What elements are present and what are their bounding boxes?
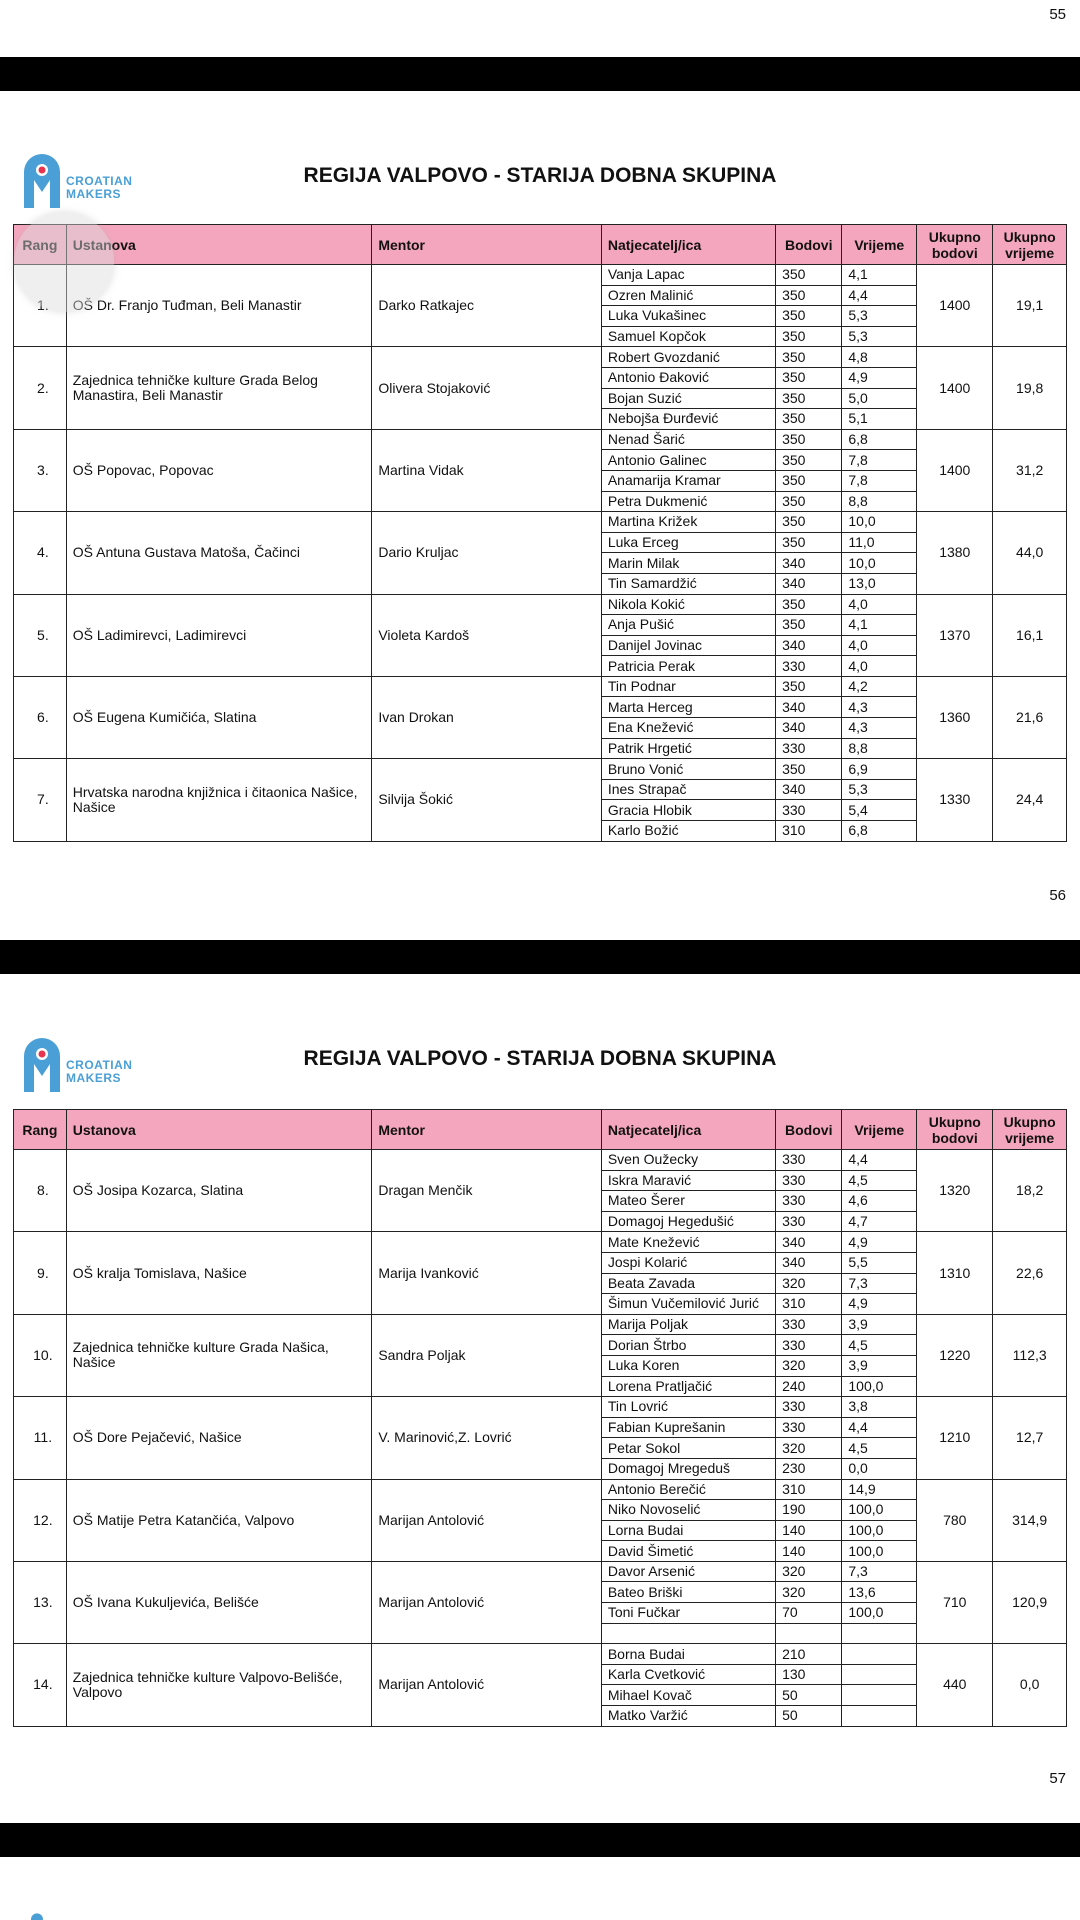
- points-cell: 330: [776, 1170, 842, 1191]
- time-cell: 4,8: [842, 347, 917, 368]
- points-cell: 350: [776, 409, 842, 430]
- institution-cell: OŠ kralja Tomislava, Našice: [66, 1232, 372, 1314]
- time-cell: 5,5: [842, 1252, 917, 1273]
- mentor-cell: Olivera Stojaković: [372, 347, 602, 429]
- time-cell: [842, 1685, 917, 1706]
- table-row: [14, 1150, 1067, 1171]
- column-header-bodovi: Bodovi: [776, 225, 842, 265]
- points-cell: 350: [776, 429, 842, 450]
- table-row: [14, 429, 1067, 450]
- time-cell: 4,9: [842, 1294, 917, 1315]
- institution-cell: OŠ Josipa Kozarca, Slatina: [66, 1150, 372, 1232]
- rank-cell: 12.: [14, 1479, 67, 1561]
- table-row: [14, 347, 1067, 368]
- competitor-name-cell: Ozren Malinić: [601, 285, 775, 306]
- rank-cell: 2.: [14, 347, 67, 429]
- competitor-name-cell: Fabian Kuprešanin: [601, 1417, 775, 1438]
- points-cell: 130: [776, 1664, 842, 1685]
- points-cell: 320: [776, 1582, 842, 1603]
- institution-cell: OŠ Matije Petra Katančića, Valpovo: [66, 1479, 372, 1561]
- table-row: [14, 1314, 1067, 1335]
- total-points-cell: 710: [917, 1561, 993, 1643]
- time-cell: 4,0: [842, 656, 917, 677]
- competitor-name-cell: Martina Križek: [601, 512, 775, 533]
- time-cell: 4,4: [842, 285, 917, 306]
- competitor-name-cell: Antonio Galinec: [601, 450, 775, 471]
- table-row: [14, 265, 1067, 286]
- rank-cell: 6.: [14, 676, 67, 758]
- points-cell: 340: [776, 635, 842, 656]
- time-cell: 5,3: [842, 306, 917, 327]
- time-cell: 8,8: [842, 738, 917, 759]
- competitor-name-cell: Mihael Kovač: [601, 1685, 775, 1706]
- competitor-name-cell: David Šimetić: [601, 1541, 775, 1562]
- time-cell: 10,0: [842, 512, 917, 533]
- time-cell: 5,3: [842, 779, 917, 800]
- mentor-cell: Silvija Šokić: [372, 759, 602, 841]
- competitor-name-cell: Patrik Hrgetić: [601, 738, 775, 759]
- competitor-name-cell: Jospi Kolarić: [601, 1252, 775, 1273]
- competitor-name-cell: Sven Oužecky: [601, 1150, 775, 1171]
- total-time-cell: 120,9: [993, 1561, 1067, 1643]
- time-cell: 14,9: [842, 1479, 917, 1500]
- time-cell: 11,0: [842, 532, 917, 553]
- competitor-name-cell: Petra Dukmenić: [601, 491, 775, 512]
- results-table: [13, 1109, 1067, 1727]
- time-cell: 4,6: [842, 1191, 917, 1212]
- time-cell: 13,6: [842, 1582, 917, 1603]
- competitor-name-cell: Anamarija Kramar: [601, 470, 775, 491]
- points-cell: 50: [776, 1685, 842, 1706]
- competitor-name-cell: Bateo Briški: [601, 1582, 775, 1603]
- total-time-cell: 24,4: [993, 759, 1067, 841]
- points-cell: 350: [776, 285, 842, 306]
- mentor-cell: Darko Ratkajec: [372, 265, 602, 347]
- page-number: 57: [1049, 1770, 1066, 1787]
- time-cell: 4,4: [842, 1417, 917, 1438]
- competitor-name-cell: Samuel Kopčok: [601, 326, 775, 347]
- croatian-makers-logo-partial: [22, 1912, 52, 1920]
- competitor-name-cell: Ena Knežević: [601, 718, 775, 739]
- column-header-natjecatelj: Natjecatelj/ica: [601, 225, 775, 265]
- points-cell: 340: [776, 779, 842, 800]
- total-points-cell: 1400: [917, 265, 993, 347]
- time-cell: 3,9: [842, 1314, 917, 1335]
- competitor-name-cell: Marta Herceg: [601, 697, 775, 718]
- logo-wordmark: CROATIAN MAKERS: [66, 174, 133, 201]
- column-header-natjecatelj: Natjecatelj/ica: [601, 1110, 775, 1150]
- total-time-cell: 19,8: [993, 347, 1067, 429]
- competitor-name-cell: Nikola Kokić: [601, 594, 775, 615]
- points-cell: 340: [776, 697, 842, 718]
- points-cell: 350: [776, 491, 842, 512]
- rank-cell: 10.: [14, 1314, 67, 1396]
- time-cell: 4,5: [842, 1438, 917, 1459]
- time-cell: 7,3: [842, 1561, 917, 1582]
- page-separator: [0, 57, 1080, 91]
- points-cell: 330: [776, 1314, 842, 1335]
- institution-cell: Zajednica tehničke kulture Valpovo-Belišće, Valpovo: [66, 1644, 372, 1726]
- competitor-name-cell: Luka Erceg: [601, 532, 775, 553]
- competitor-name-cell: Mateo Šerer: [601, 1191, 775, 1212]
- rank-cell: 5.: [14, 594, 67, 676]
- column-header-vrijeme: Vrijeme: [842, 1110, 917, 1150]
- time-cell: 4,1: [842, 615, 917, 636]
- points-cell: 310: [776, 1294, 842, 1315]
- time-cell: 7,8: [842, 450, 917, 471]
- time-cell: 7,3: [842, 1273, 917, 1294]
- total-time-cell: 22,6: [993, 1232, 1067, 1314]
- total-points-cell: 1220: [917, 1314, 993, 1396]
- total-points-cell: 780: [917, 1479, 993, 1561]
- institution-cell: OŠ Dore Pejačević, Našice: [66, 1397, 372, 1479]
- column-header-ukupno-bodovi: Ukupno bodovi: [917, 225, 993, 265]
- table-row: [14, 1479, 1067, 1500]
- competitor-name-cell: Niko Novoselić: [601, 1500, 775, 1521]
- page-number: 56: [1049, 887, 1066, 904]
- total-time-cell: 31,2: [993, 429, 1067, 511]
- column-header-ukupno-vrijeme: Ukupno vrijeme: [993, 1110, 1067, 1150]
- institution-cell: Zajednica tehničke kulture Grada Našica, Našice: [66, 1314, 372, 1396]
- competitor-name-cell: Tin Podnar: [601, 676, 775, 697]
- time-cell: 3,9: [842, 1355, 917, 1376]
- time-cell: 100,0: [842, 1603, 917, 1624]
- table-row: [14, 594, 1067, 615]
- points-cell: 350: [776, 450, 842, 471]
- croatian-makers-logo-icon: [20, 150, 64, 210]
- total-points-cell: 1330: [917, 759, 993, 841]
- time-cell: 6,8: [842, 821, 917, 842]
- column-header-ustanova: Ustanova: [66, 1110, 372, 1150]
- competitor-name-cell: Lorena Pratljačić: [601, 1376, 775, 1397]
- table-header-row: [14, 225, 1067, 265]
- column-header-rang: Rang: [14, 1110, 67, 1150]
- total-points-cell: 1380: [917, 512, 993, 594]
- points-cell: 190: [776, 1500, 842, 1521]
- institution-cell: OŠ Ivana Kukuljevića, Belišće: [66, 1561, 372, 1643]
- total-time-cell: 44,0: [993, 512, 1067, 594]
- time-cell: 4,3: [842, 697, 917, 718]
- competitor-name-cell: Beata Zavada: [601, 1273, 775, 1294]
- mentor-cell: Dario Kruljac: [372, 512, 602, 594]
- points-cell: 350: [776, 367, 842, 388]
- total-points-cell: 1400: [917, 347, 993, 429]
- column-header-rang: Rang: [14, 225, 67, 265]
- time-cell: 7,8: [842, 470, 917, 491]
- page-number: 55: [1049, 6, 1066, 23]
- table-row: [14, 1644, 1067, 1665]
- total-time-cell: 16,1: [993, 594, 1067, 676]
- mentor-cell: Marijan Antolović: [372, 1479, 602, 1561]
- time-cell: 5,3: [842, 326, 917, 347]
- mentor-cell: Dragan Menčik: [372, 1150, 602, 1232]
- column-header-ustanova: Ustanova: [66, 225, 372, 265]
- time-cell: 4,2: [842, 676, 917, 697]
- mentor-cell: Marija Ivanković: [372, 1232, 602, 1314]
- time-cell: 5,1: [842, 409, 917, 430]
- croatian-makers-logo: [20, 1034, 150, 1096]
- results-table: [13, 224, 1067, 842]
- total-time-cell: 314,9: [993, 1479, 1067, 1561]
- time-cell: 13,0: [842, 573, 917, 594]
- competitor-name-cell: Toni Fučkar: [601, 1603, 775, 1624]
- competitor-name-cell: Iskra Maravić: [601, 1170, 775, 1191]
- competitor-name-cell: Petar Sokol: [601, 1438, 775, 1459]
- points-cell: 340: [776, 573, 842, 594]
- time-cell: 4,7: [842, 1211, 917, 1232]
- total-time-cell: 0,0: [993, 1644, 1067, 1726]
- points-cell: 340: [776, 1252, 842, 1273]
- competitor-name-cell: Antonio Berečić: [601, 1479, 775, 1500]
- total-points-cell: 1320: [917, 1150, 993, 1232]
- points-cell: 310: [776, 821, 842, 842]
- total-time-cell: 19,1: [993, 265, 1067, 347]
- time-cell: [842, 1623, 917, 1644]
- mentor-cell: Marijan Antolović: [372, 1644, 602, 1726]
- points-cell: 330: [776, 738, 842, 759]
- points-cell: 210: [776, 1644, 842, 1665]
- competitor-name-cell: Domagoj Mregeduš: [601, 1458, 775, 1479]
- page-separator: [0, 1823, 1080, 1857]
- time-cell: [842, 1644, 917, 1665]
- points-cell: 320: [776, 1438, 842, 1459]
- total-points-cell: 1210: [917, 1397, 993, 1479]
- competitor-name-cell: Karla Cvetković: [601, 1664, 775, 1685]
- points-cell: 330: [776, 800, 842, 821]
- competitor-name-cell: Bruno Vonić: [601, 759, 775, 780]
- points-cell: 350: [776, 306, 842, 327]
- time-cell: 6,9: [842, 759, 917, 780]
- points-cell: 350: [776, 388, 842, 409]
- points-cell: 330: [776, 1335, 842, 1356]
- competitor-name-cell: Vanja Lapac: [601, 265, 775, 286]
- total-points-cell: 1310: [917, 1232, 993, 1314]
- competitor-name-cell: Borna Budai: [601, 1644, 775, 1665]
- mentor-cell: Ivan Drokan: [372, 676, 602, 758]
- institution-cell: OŠ Antuna Gustava Matoša, Čačinci: [66, 512, 372, 594]
- time-cell: 100,0: [842, 1500, 917, 1521]
- institution-cell: OŠ Dr. Franjo Tuđman, Beli Manastir: [66, 265, 372, 347]
- table-row: [14, 759, 1067, 780]
- competitor-name-cell: Marin Milak: [601, 553, 775, 574]
- points-cell: 320: [776, 1561, 842, 1582]
- page-title: REGIJA VALPOVO - STARIJA DOBNA SKUPINA: [303, 164, 777, 187]
- competitor-name-cell: Anja Pušić: [601, 615, 775, 636]
- total-time-cell: 21,6: [993, 676, 1067, 758]
- time-cell: [842, 1664, 917, 1685]
- time-cell: 4,9: [842, 1232, 917, 1253]
- institution-cell: OŠ Popovac, Popovac: [66, 429, 372, 511]
- competitor-name-cell: Luka Koren: [601, 1355, 775, 1376]
- time-cell: 5,0: [842, 388, 917, 409]
- table-header-row: [14, 1110, 1067, 1150]
- rank-cell: 11.: [14, 1397, 67, 1479]
- column-header-bodovi: Bodovi: [776, 1110, 842, 1150]
- points-cell: 140: [776, 1541, 842, 1562]
- competitor-name-cell: Gracia Hlobik: [601, 800, 775, 821]
- points-cell: 350: [776, 676, 842, 697]
- time-cell: 6,8: [842, 429, 917, 450]
- points-cell: 330: [776, 656, 842, 677]
- points-cell: 350: [776, 326, 842, 347]
- points-cell: 350: [776, 594, 842, 615]
- points-cell: 330: [776, 1191, 842, 1212]
- points-cell: 340: [776, 718, 842, 739]
- table-row: [14, 1232, 1067, 1253]
- points-cell: 340: [776, 1232, 842, 1253]
- points-cell: 330: [776, 1211, 842, 1232]
- time-cell: 3,8: [842, 1397, 917, 1418]
- rank-cell: 3.: [14, 429, 67, 511]
- rank-cell: 8.: [14, 1150, 67, 1232]
- points-cell: 240: [776, 1376, 842, 1397]
- mentor-cell: Marijan Antolović: [372, 1561, 602, 1643]
- institution-cell: OŠ Eugena Kumičića, Slatina: [66, 676, 372, 758]
- points-cell: 230: [776, 1458, 842, 1479]
- time-cell: 4,0: [842, 635, 917, 656]
- points-cell: 50: [776, 1706, 842, 1727]
- time-cell: 4,3: [842, 718, 917, 739]
- time-cell: 4,4: [842, 1150, 917, 1171]
- points-cell: 350: [776, 347, 842, 368]
- competitor-name-cell: Marija Poljak: [601, 1314, 775, 1335]
- time-cell: 10,0: [842, 553, 917, 574]
- competitor-name-cell: Karlo Božić: [601, 821, 775, 842]
- competitor-name-cell: Bojan Suzić: [601, 388, 775, 409]
- competitor-name-cell: Nenad Šarić: [601, 429, 775, 450]
- competitor-name-cell: Davor Arsenić: [601, 1561, 775, 1582]
- logo-wordmark: CROATIAN MAKERS: [66, 1058, 133, 1085]
- time-cell: 4,1: [842, 265, 917, 286]
- page-separator: [0, 940, 1080, 974]
- rank-cell: 13.: [14, 1561, 67, 1643]
- column-header-ukupno-vrijeme: Ukupno vrijeme: [993, 225, 1067, 265]
- points-cell: 350: [776, 759, 842, 780]
- croatian-makers-logo-icon: [20, 1034, 64, 1094]
- competitor-name-cell: Matko Varžić: [601, 1706, 775, 1727]
- rank-cell: 14.: [14, 1644, 67, 1726]
- points-cell: 320: [776, 1273, 842, 1294]
- column-header-vrijeme: Vrijeme: [842, 225, 917, 265]
- competitor-name-cell: Domagoj Hegedušić: [601, 1211, 775, 1232]
- column-header-mentor: Mentor: [372, 1110, 602, 1150]
- time-cell: 4,5: [842, 1170, 917, 1191]
- competitor-name-cell: Tin Samardžić: [601, 573, 775, 594]
- competitor-name-cell: Nebojša Đurđević: [601, 409, 775, 430]
- competitor-name-cell: Šimun Vučemilović Jurić: [601, 1294, 775, 1315]
- points-cell: 350: [776, 265, 842, 286]
- institution-cell: OŠ Ladimirevci, Ladimirevci: [66, 594, 372, 676]
- competitor-name-cell: Antonio Đaković: [601, 367, 775, 388]
- total-points-cell: 1370: [917, 594, 993, 676]
- competitor-name-cell: Mate Knežević: [601, 1232, 775, 1253]
- table-row: [14, 676, 1067, 697]
- total-points-cell: 1360: [917, 676, 993, 758]
- points-cell: 350: [776, 470, 842, 491]
- column-header-ukupno-bodovi: Ukupno bodovi: [917, 1110, 993, 1150]
- competitor-name-cell: Dorian Štrbo: [601, 1335, 775, 1356]
- rank-cell: 1.: [14, 265, 67, 347]
- time-cell: 100,0: [842, 1520, 917, 1541]
- table-row: [14, 1561, 1067, 1582]
- rank-cell: 4.: [14, 512, 67, 594]
- total-points-cell: 440: [917, 1644, 993, 1726]
- time-cell: 8,8: [842, 491, 917, 512]
- competitor-name-cell: [601, 1623, 775, 1644]
- time-cell: [842, 1706, 917, 1727]
- points-cell: 140: [776, 1520, 842, 1541]
- total-time-cell: 12,7: [993, 1397, 1067, 1479]
- points-cell: 350: [776, 532, 842, 553]
- time-cell: 5,4: [842, 800, 917, 821]
- mentor-cell: Martina Vidak: [372, 429, 602, 511]
- institution-cell: Hrvatska narodna knjižnica i čitaonica Našice, Našice: [66, 759, 372, 841]
- competitor-name-cell: Patricia Perak: [601, 656, 775, 677]
- column-header-mentor: Mentor: [372, 225, 602, 265]
- competitor-name-cell: Robert Gvozdanić: [601, 347, 775, 368]
- mentor-cell: Violeta Kardoš: [372, 594, 602, 676]
- time-cell: 4,0: [842, 594, 917, 615]
- rank-cell: 9.: [14, 1232, 67, 1314]
- points-cell: 320: [776, 1355, 842, 1376]
- points-cell: 350: [776, 512, 842, 533]
- croatian-makers-logo: [20, 150, 150, 212]
- total-time-cell: 112,3: [993, 1314, 1067, 1396]
- table-row: [14, 512, 1067, 533]
- competitor-name-cell: Danijel Jovinac: [601, 635, 775, 656]
- institution-cell: Zajednica tehničke kulture Grada Belog Manastira, Beli Manastir: [66, 347, 372, 429]
- competitor-name-cell: Ines Strapač: [601, 779, 775, 800]
- points-cell: 310: [776, 1479, 842, 1500]
- mentor-cell: Sandra Poljak: [372, 1314, 602, 1396]
- total-points-cell: 1400: [917, 429, 993, 511]
- competitor-name-cell: Tin Lovrić: [601, 1397, 775, 1418]
- time-cell: 4,5: [842, 1335, 917, 1356]
- points-cell: 350: [776, 615, 842, 636]
- time-cell: 4,9: [842, 367, 917, 388]
- rank-cell: 7.: [14, 759, 67, 841]
- points-cell: 330: [776, 1397, 842, 1418]
- time-cell: 100,0: [842, 1376, 917, 1397]
- competitor-name-cell: Luka Vukašinec: [601, 306, 775, 327]
- table-row: [14, 1397, 1067, 1418]
- mentor-cell: V. Marinović,Z. Lovrić: [372, 1397, 602, 1479]
- time-cell: 0,0: [842, 1458, 917, 1479]
- points-cell: 70: [776, 1603, 842, 1624]
- points-cell: 330: [776, 1417, 842, 1438]
- points-cell: 340: [776, 553, 842, 574]
- total-time-cell: 18,2: [993, 1150, 1067, 1232]
- time-cell: 100,0: [842, 1541, 917, 1562]
- points-cell: [776, 1623, 842, 1644]
- competitor-name-cell: Lorna Budai: [601, 1520, 775, 1541]
- points-cell: 330: [776, 1150, 842, 1171]
- page-title: REGIJA VALPOVO - STARIJA DOBNA SKUPINA: [303, 1047, 777, 1070]
